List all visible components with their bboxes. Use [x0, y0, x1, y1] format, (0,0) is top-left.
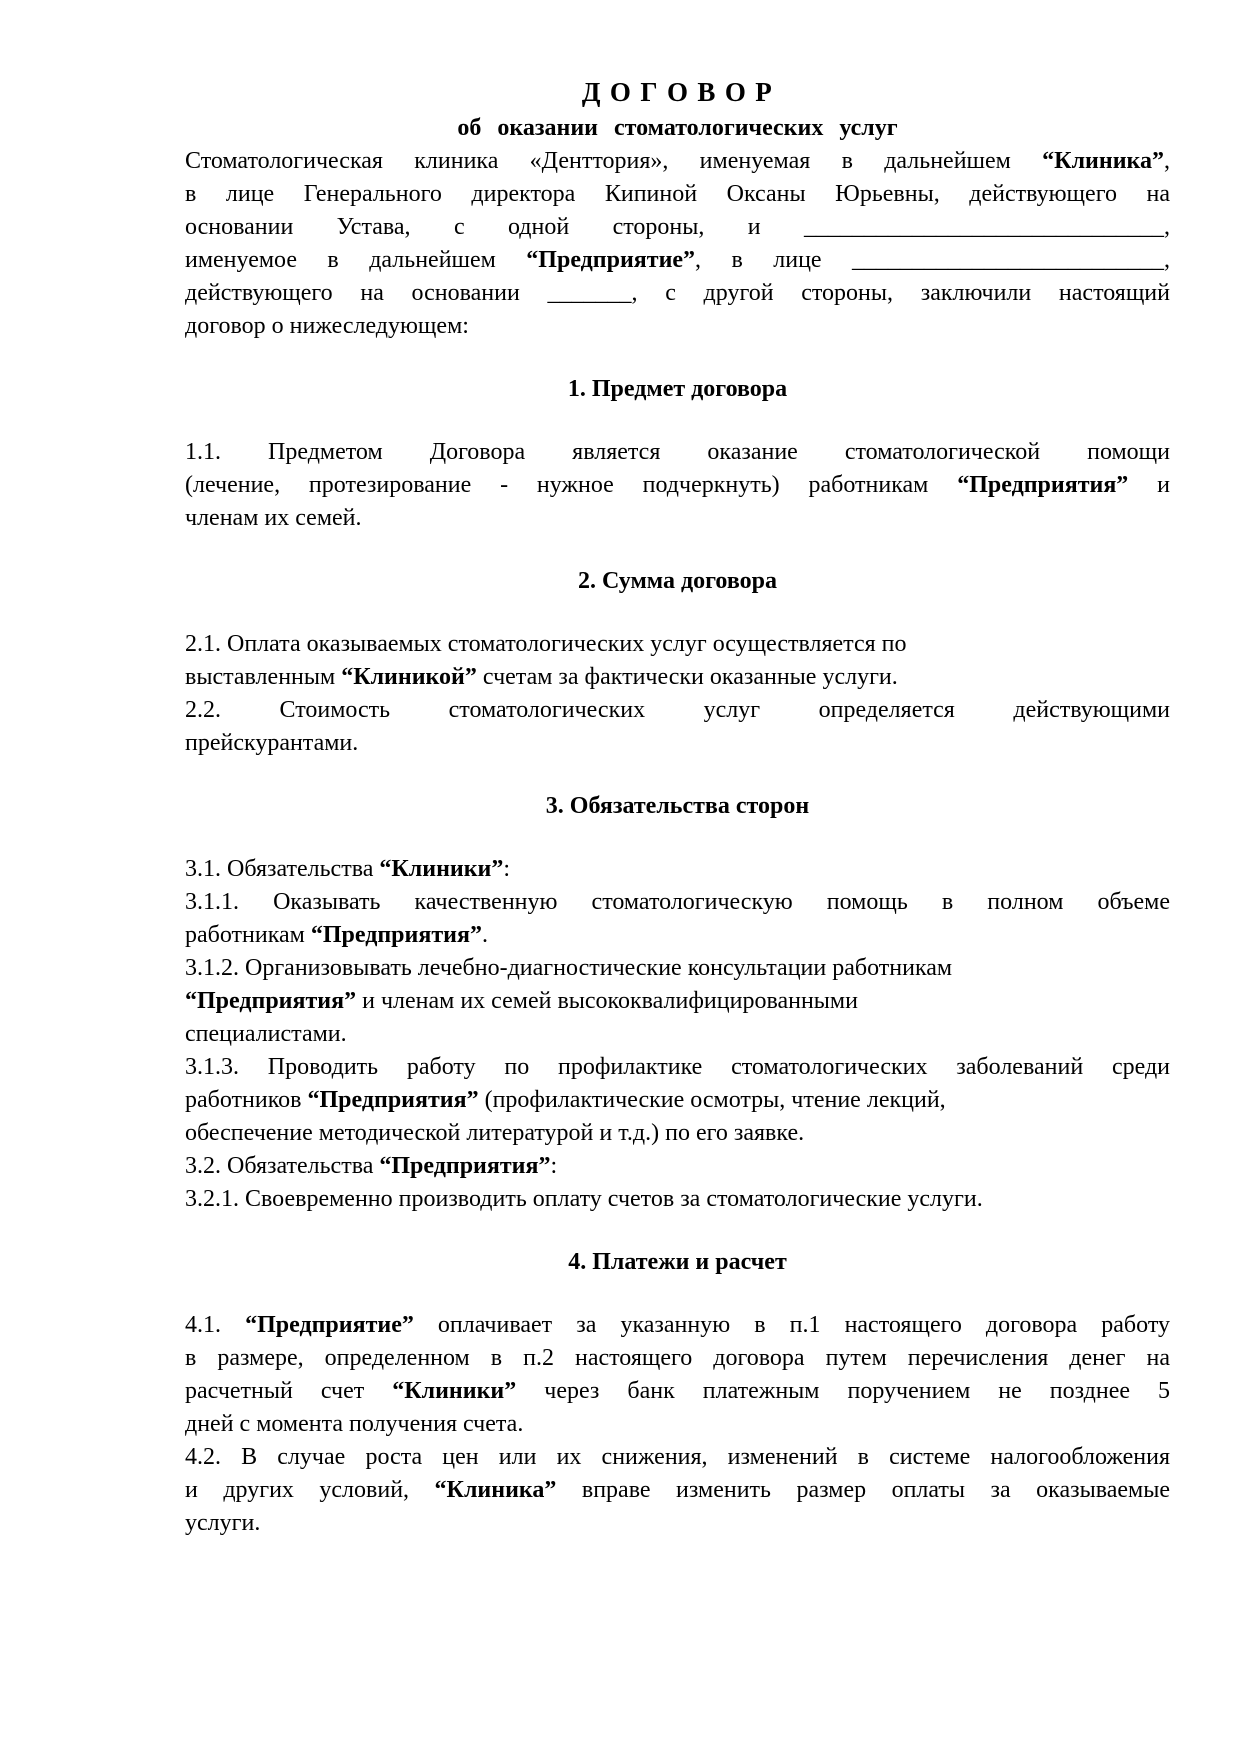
text-run: специалистами.: [185, 1021, 347, 1047]
text-run: 3.1.2. Организовывать лечебно-диагностические консультации работникам: [185, 955, 953, 981]
text-run: 3.2. Обязательства: [185, 1153, 380, 1179]
text-run: расчетный счет: [185, 1378, 393, 1404]
text-run: .: [481, 922, 488, 948]
bold-term: “Предприятия”: [379, 1153, 551, 1179]
section-heading: 2. Сумма договора: [578, 568, 777, 594]
text-line: [185, 886, 1170, 919]
text-line: [185, 694, 1170, 727]
section-heading: 1. Предмет договора: [567, 376, 788, 402]
text-run: услуги.: [185, 1510, 261, 1536]
text-run: 2.1. Оплата оказываемых стоматологических услуг осуществляется по: [185, 631, 907, 657]
paragraph-intro: [185, 145, 1170, 343]
text-line: [185, 1474, 1170, 1507]
text-run: (лечение, протезирование - нужное подчеркнуть) работникам: [185, 472, 958, 498]
text-run: оплачивает за указанную в п.1 настоящего договора работу: [413, 1312, 1171, 1338]
bold-term: “Предприятия”: [307, 1087, 479, 1113]
paragraph-clause-1-1: [185, 436, 1170, 535]
text-line: [185, 1507, 1170, 1540]
text-run: членам их семей.: [185, 505, 362, 531]
text-line: [185, 310, 1170, 343]
text-run: :: [503, 856, 511, 882]
paragraph-clause-3-1: [185, 853, 1170, 886]
paragraph-clause-4-1: [185, 1309, 1170, 1441]
bold-term: “Предприятия”: [185, 988, 357, 1014]
text-run: и членам их семей высококвалифицированными: [356, 988, 858, 1014]
text-line: [185, 1051, 1170, 1084]
text-run: 3.2.1. Своевременно производить оплату счетов за стоматологические услуги.: [185, 1186, 983, 1212]
text-run: 3.1.1. Оказывать качественную стоматологическую помощь в полном объеме: [185, 889, 1170, 915]
paragraph-clause-3-2-1: [185, 1183, 1170, 1216]
bold-term: “Предприятия”: [310, 922, 482, 948]
text-line: [185, 1309, 1170, 1342]
text-run: прейскурантами.: [185, 730, 359, 756]
text-line: [185, 1018, 1170, 1051]
text-line: [185, 436, 1170, 469]
text-run: выставленным: [185, 664, 342, 690]
text-line: [185, 469, 1170, 502]
text-line: [185, 919, 1170, 952]
text-run: счетам за фактически оказанные услуги.: [476, 664, 898, 690]
text-line: [185, 661, 1170, 694]
text-run: 4.1.: [185, 1312, 246, 1338]
text-run: и других условий,: [185, 1477, 435, 1503]
text-line: [185, 1117, 1170, 1150]
bold-term: “Клиники”: [379, 856, 504, 882]
text-line: [185, 952, 1170, 985]
text-run: обеспечение методической литературой и т.д.) по его заявке.: [185, 1120, 805, 1146]
text-line: [185, 1408, 1170, 1441]
text-run: 2.2. Стоимость стоматологических услуг определяется действующими: [185, 697, 1170, 723]
bold-term: “Клиника”: [434, 1477, 557, 1503]
text-run: 3.1. Обязательства: [185, 856, 380, 882]
paragraph-clause-4-2: [185, 1441, 1170, 1540]
bold-term: “Клиники”: [392, 1378, 517, 1404]
bold-term: “Предприятие”: [526, 247, 696, 273]
text-run: вправе изменить размер оплаты за оказываемые: [556, 1477, 1170, 1503]
text-run: ,: [1164, 148, 1170, 174]
bold-term: “Клиникой”: [341, 664, 477, 690]
paragraph-clause-2-1: [185, 628, 1170, 694]
section-heading: 4. Платежи и расчет: [568, 1249, 787, 1275]
text-run: основании Устава, с одной стороны, и ______________________________,: [185, 214, 1170, 240]
text-run: именуемое в дальнейшем: [185, 247, 527, 273]
text-line: [185, 985, 1170, 1018]
text-line: [185, 1342, 1170, 1375]
text-run: и: [1128, 472, 1170, 498]
document-title: Д О Г О В О Р: [581, 77, 774, 107]
text-line: [185, 727, 1170, 760]
bold-term: “Клиника”: [1042, 148, 1164, 174]
text-line: [185, 853, 1170, 886]
text-run: договор о нижеследующем:: [185, 313, 469, 339]
text-run: (профилактические осмотры, чтение лекций,: [478, 1087, 946, 1113]
text-line: [185, 211, 1170, 244]
text-line: [185, 1441, 1170, 1474]
paragraph-clause-3-1-1: [185, 886, 1170, 952]
text-run: в размере, определенном в п.2 настоящего договора путем перечисления денег на: [185, 1345, 1170, 1371]
text-line: [185, 277, 1170, 310]
text-line: [185, 145, 1170, 178]
paragraph-clause-3-1-2: [185, 952, 1170, 1051]
section-heading: 3. Обязательства сторон: [545, 793, 810, 819]
text-line: [185, 244, 1170, 277]
text-line: [185, 1150, 1170, 1183]
text-run: в лице Генерального директора Кипиной Оксаны Юрьевны, действующего на: [185, 181, 1170, 207]
text-run: 1.1. Предметом Договора является оказание стоматологической помощи: [185, 439, 1170, 465]
text-run: :: [550, 1153, 558, 1179]
paragraph-clause-3-2: [185, 1150, 1170, 1183]
text-run: 4.2. В случае роста цен или их снижения, изменений в системе налогообложения: [185, 1444, 1170, 1470]
text-run: , в лице __________________________,: [695, 247, 1170, 273]
text-line: [185, 628, 1170, 661]
text-run: работников: [185, 1087, 308, 1113]
text-run: дней с момента получения счета.: [185, 1411, 524, 1437]
text-line: [185, 1084, 1170, 1117]
text-run: через банк платежным поручением не позднее 5: [516, 1378, 1170, 1404]
paragraph-clause-2-2: [185, 694, 1170, 760]
text-run: действующего на основании _______, с другой стороны, заключили настоящий: [185, 280, 1170, 306]
text-run: 3.1.3. Проводить работу по профилактике стоматологических заболеваний среди: [185, 1054, 1170, 1080]
document-subtitle: об оказании стоматологических услуг: [457, 115, 898, 141]
bold-term: “Предприятия”: [957, 472, 1129, 498]
text-run: работникам: [185, 922, 311, 948]
text-run: Стоматологическая клиника «Денттория», именуемая в дальнейшем: [185, 148, 1043, 174]
contract-body: [185, 145, 1170, 1540]
text-line: [185, 502, 1170, 535]
paragraph-clause-3-1-3: [185, 1051, 1170, 1150]
bold-term: “Предприятие”: [245, 1312, 414, 1338]
text-line: [185, 1375, 1170, 1408]
text-line: [185, 178, 1170, 211]
text-line: [185, 1183, 1170, 1216]
